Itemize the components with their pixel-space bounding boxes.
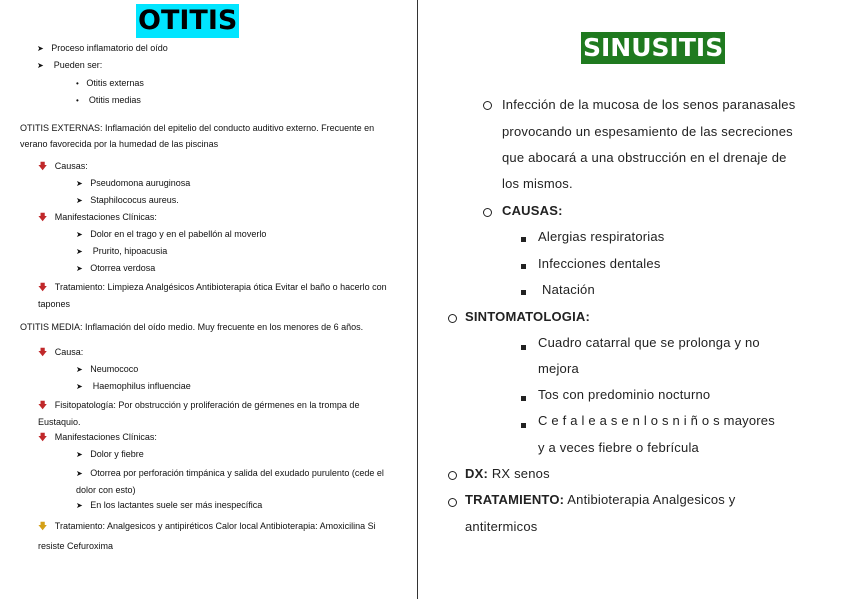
arrow-bullet-icon: ➤ — [37, 61, 44, 70]
list-item: mejora — [538, 361, 579, 376]
square-bullet-icon — [521, 282, 526, 300]
list-item: ➤ Proceso inflamatorio del oído — [37, 43, 168, 53]
arrow-bullet-icon: ➤ — [76, 469, 83, 478]
list-item: • Otitis medias — [76, 95, 141, 105]
square-bullet-icon — [521, 229, 526, 247]
ring-bullet-icon — [483, 97, 492, 115]
list-item: ➤ Prurito, hipoacusia — [76, 246, 168, 256]
arrow-bullet-icon: ➤ — [76, 196, 83, 205]
list-item: 🡇 Manifestaciones Clínicas: — [38, 212, 157, 222]
dot-bullet-icon: • — [76, 79, 79, 88]
pin-bullet-icon: 🡇 — [38, 212, 48, 222]
list-item: ➤ Staphilococus aureus. — [76, 195, 179, 205]
list-item: y a veces fiebre o febrícula — [538, 440, 699, 455]
dx-line: DX: RX senos — [465, 466, 550, 481]
list-item: Natación — [542, 282, 595, 297]
arrow-bullet-icon: ➤ — [76, 230, 83, 239]
arrow-bullet-icon: ➤ — [76, 501, 83, 510]
list-item: 🡇 Tratamiento: Limpieza Analgésicos Antibioterapia ótica Evitar el baño o hacerlo con tapones — [38, 282, 387, 309]
list-item: ➤ Neumococo — [76, 364, 139, 374]
sinusitis-title: SINUSITIS — [583, 33, 724, 62]
list-item: 🡇 Fisitopatología: Por obstrucción y proliferación de gérmenes en la trompa de Eustaquio. — [38, 400, 360, 427]
list-item: Tos con predominio nocturno — [538, 387, 711, 402]
ring-bullet-icon — [448, 467, 457, 485]
pin-bullet-icon: 🡇 — [38, 400, 48, 410]
list-item: ➤ Pueden ser: — [37, 60, 103, 70]
arrow-bullet-icon: ➤ — [76, 382, 83, 391]
arrow-bullet-icon: ➤ — [76, 450, 83, 459]
arrow-bullet-icon: ➤ — [76, 365, 83, 374]
list-item: ➤ En los lactantes suele ser más inespecífica — [76, 500, 263, 510]
ring-bullet-icon — [448, 494, 457, 512]
arrow-bullet-icon: ➤ — [37, 44, 44, 53]
list-item: ➤ Haemophilus influenciae — [76, 381, 191, 391]
sintomatologia-heading: SINTOMATOLOGIA: — [465, 309, 591, 324]
square-bullet-icon — [521, 415, 526, 433]
column-divider — [417, 0, 418, 599]
pin-bullet-icon: 🡇 — [38, 347, 48, 357]
definition-line: provocando un espesamiento de las secreciones — [502, 124, 793, 139]
otitis-media-definition: OTITIS MEDIA: Inflamación del oído medio. Muy frecuente en los menores de 6 años. — [20, 322, 364, 332]
list-item: 🡇 Tratamiento: Analgesicos y antipiréticos Calor local Antibioterapia: Amoxicilina Si resiste Cefuroxima — [38, 521, 376, 551]
definition-line: Infección de la mucosa de los senos paranasales — [502, 97, 796, 112]
dot-bullet-icon: • — [76, 96, 79, 105]
list-item: Infecciones dentales — [538, 256, 661, 271]
otitis-externas-definition: OTITIS EXTERNAS: Inflamación del epitelio del conducto auditivo externo. Frecuente en verano favorecida por la humedad de las piscinas — [20, 123, 375, 149]
list-item: • Otitis externas — [76, 78, 144, 88]
list-item: ➤ Otorrea verdosa — [76, 263, 156, 273]
arrow-bullet-icon: ➤ — [76, 247, 83, 256]
ring-bullet-icon — [448, 310, 457, 328]
definition-line: que abocará a una obstrucción en el drenaje de — [502, 150, 787, 165]
list-item: ➤ Pseudomona auruginosa — [76, 178, 191, 188]
square-bullet-icon — [521, 337, 526, 355]
list-item: 🡇 Causas: — [38, 161, 88, 171]
list-item: C e f a l e a s e n l o s n i ñ o s mayores — [538, 413, 775, 428]
ring-bullet-icon — [483, 204, 492, 222]
pin-bullet-icon: 🡇 — [38, 282, 48, 292]
list-item: ➤ Dolor en el trago y en el pabellón al moverlo — [76, 229, 267, 239]
list-item: Cuadro catarral que se prolonga y no — [538, 335, 760, 350]
square-bullet-icon — [521, 388, 526, 406]
otitis-title: OTITIS — [138, 5, 238, 36]
list-item: 🡇 Causa: — [38, 347, 84, 357]
pin-bullet-icon: 🡇 — [38, 432, 48, 442]
list-item: 🡇 Manifestaciones Clínicas: — [38, 432, 157, 442]
definition-line: los mismos. — [502, 176, 573, 191]
list-item: ➤ Dolor y fiebre — [76, 449, 144, 459]
list-item: Alergias respiratorias — [538, 229, 665, 244]
arrow-bullet-icon: ➤ — [76, 264, 83, 273]
square-bullet-icon — [521, 256, 526, 274]
tratamiento-line: TRATAMIENTO: Antibioterapia Analgesicos y — [465, 492, 736, 507]
pin-bullet-icon: 🡇 — [38, 521, 48, 531]
causas-heading: CAUSAS: — [502, 203, 563, 218]
arrow-bullet-icon: ➤ — [76, 179, 83, 188]
list-item: ➤ Otorrea por perforación timpánica y salida del exudado purulento (cede el dolor con esto) — [76, 468, 384, 495]
pin-bullet-icon: 🡇 — [38, 161, 48, 171]
tratamiento-line: antitermicos — [465, 519, 538, 534]
